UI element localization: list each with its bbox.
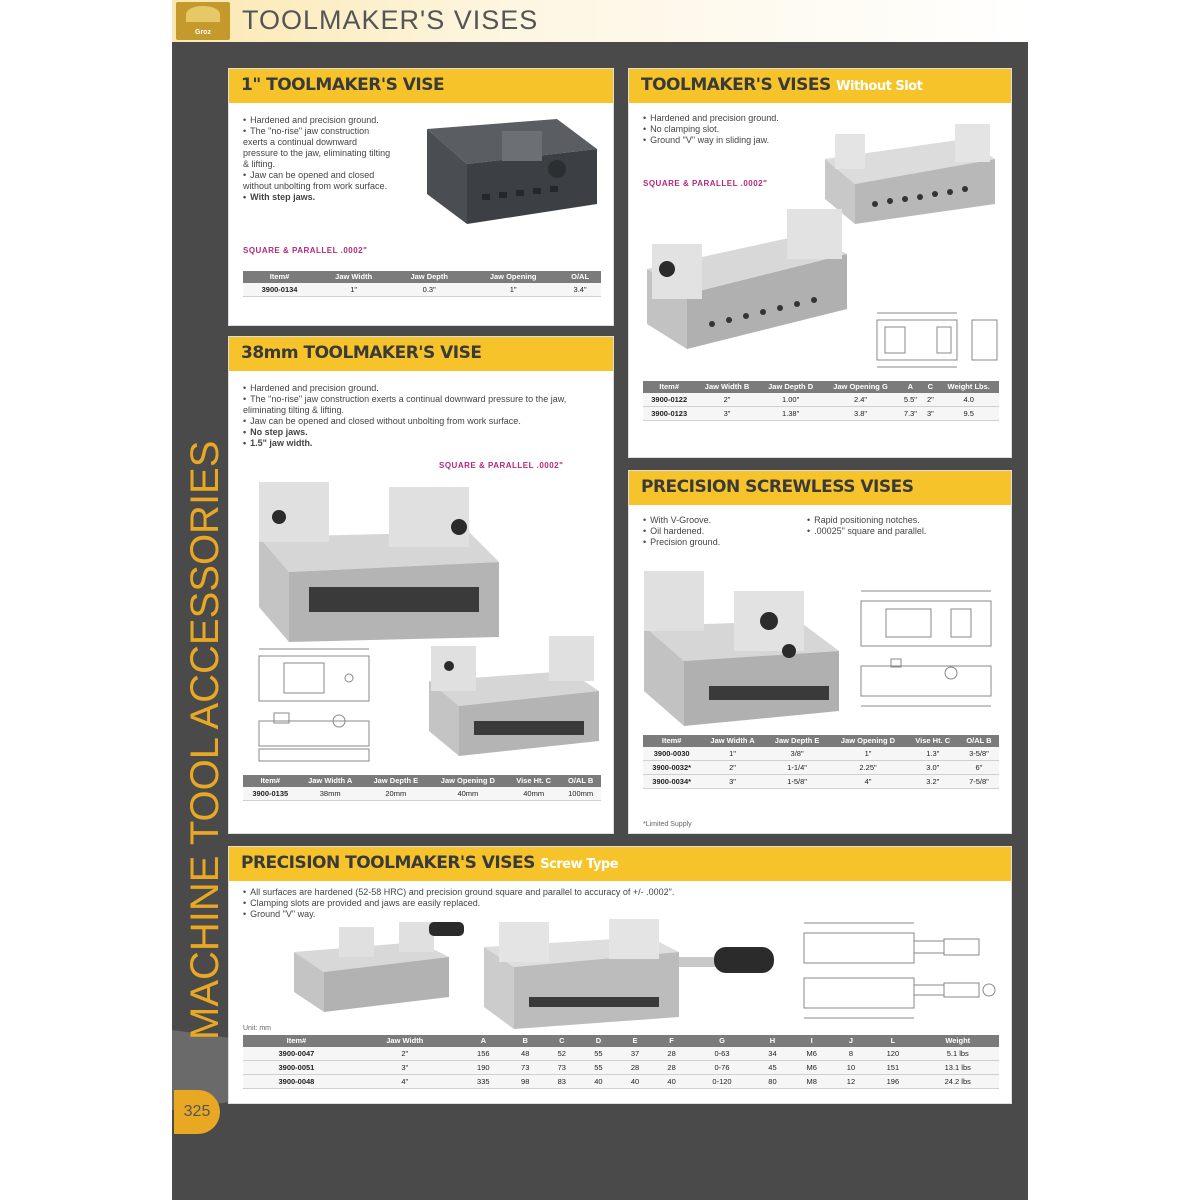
table-cell: 1.38"	[759, 407, 823, 421]
list-item: • Clamping slots are provided and jaws are easily replaced.	[243, 898, 943, 909]
table-row	[243, 283, 601, 297]
table-cell: 196	[869, 1075, 916, 1089]
technical-drawing	[239, 641, 419, 771]
table-cell: 73	[544, 1061, 581, 1075]
table-cell: 2"	[700, 761, 764, 775]
page-header	[172, 0, 1028, 42]
vise-product-image	[639, 561, 849, 731]
footnote: *Limited Supply	[643, 821, 692, 828]
page-title: TOOLMAKER'S VISES	[242, 5, 539, 35]
list-item: • The "no-rise" jaw construction exerts a continual downward pressure to the jaw, eliminating tilting & lifting.	[243, 394, 603, 416]
panel-title: PRECISION SCREWLESS VISES	[641, 477, 914, 497]
table-cell: 40mm	[507, 787, 560, 801]
list-item: • With V-Groove.	[643, 515, 803, 526]
feature-list	[243, 115, 393, 203]
column-header: Item#	[643, 735, 700, 747]
list-item: • Jaw can be opened and closed without unbolting from work surface.	[243, 170, 393, 192]
column-header: A	[898, 381, 922, 393]
table-cell: 5.1 lbs	[917, 1047, 1000, 1061]
table-cell: 28	[653, 1061, 690, 1075]
panel-subtitle: Without Slot	[836, 79, 923, 94]
table-cell: 3900-0051	[243, 1061, 350, 1075]
table-cell: 3"	[695, 407, 758, 421]
column-header: O/AL B	[560, 775, 601, 787]
column-header: H	[754, 1035, 791, 1047]
table-cell: 1-5/8"	[765, 775, 830, 789]
list-item: • No step jaws.	[243, 427, 603, 438]
column-header: O/AL	[559, 271, 601, 283]
vise-product-image	[637, 199, 857, 359]
list-item: • With step jaws.	[243, 192, 393, 203]
list-item: • Ground "V" way.	[243, 909, 943, 920]
list-item: • Rapid positioning notches.	[807, 515, 1007, 526]
column-header: B	[507, 1035, 544, 1047]
table-cell: 45	[754, 1061, 791, 1075]
table-cell: 0.3"	[391, 283, 467, 297]
list-item: • Oil hardened.	[643, 526, 803, 537]
panel-subtitle: Screw Type	[540, 857, 619, 872]
column-header: L	[869, 1035, 916, 1047]
column-header: Item#	[243, 271, 316, 283]
column-header: E	[617, 1035, 654, 1047]
table-cell: 4"	[829, 775, 906, 789]
table-row	[643, 393, 999, 407]
table-cell: 3"	[700, 775, 764, 789]
list-item: • Hardened and precision ground.	[243, 383, 603, 394]
column-header: A	[460, 1035, 507, 1047]
table-cell: 73	[507, 1061, 544, 1075]
table-cell: 151	[869, 1061, 916, 1075]
feature-list	[807, 515, 1007, 537]
table-cell: 2"	[922, 393, 938, 407]
column-header: I	[791, 1035, 833, 1047]
table-cell: 3900-0032*	[643, 761, 700, 775]
table-cell: M6	[791, 1047, 833, 1061]
feature-list	[243, 383, 603, 449]
table-cell: 3900-0134	[243, 283, 316, 297]
table-cell: 3.8"	[823, 407, 899, 421]
table-cell: 1"	[467, 283, 559, 297]
list-item: • Ground "V" way in sliding jaw.	[643, 135, 823, 146]
table-header-row	[643, 735, 999, 747]
table-cell: 24.2 lbs	[917, 1075, 1000, 1089]
column-header: F	[653, 1035, 690, 1047]
table-row	[243, 1061, 999, 1075]
table-cell: 55	[580, 1047, 617, 1061]
table-cell: 3900-0122	[643, 393, 695, 407]
table-row	[243, 787, 601, 801]
table-cell: 9.5	[938, 407, 999, 421]
column-header: Weight Lbs.	[938, 381, 999, 393]
list-item: • Jaw can be opened and closed without unbolting from work surface.	[243, 416, 603, 427]
technical-drawing	[857, 305, 1007, 375]
table-cell: 48	[507, 1047, 544, 1061]
list-item: • No clamping slot.	[643, 124, 823, 135]
table-header-row	[243, 271, 601, 283]
table-cell: 83	[544, 1075, 581, 1089]
table-cell: 40	[580, 1075, 617, 1089]
table-cell: 1"	[829, 747, 906, 761]
vise-product-image	[407, 109, 607, 249]
table-cell: 28	[617, 1061, 654, 1075]
table-cell: 156	[460, 1047, 507, 1061]
panel-title: TOOLMAKER'S VISES Without Slot	[641, 75, 923, 95]
table-cell: 3/8"	[765, 747, 830, 761]
technical-drawing	[789, 913, 1009, 1033]
table-cell: 3900-0034*	[643, 775, 700, 789]
table-cell: 190	[460, 1061, 507, 1075]
catalog-page	[172, 0, 1028, 1200]
table-cell: 8	[833, 1047, 870, 1061]
table-header-row	[243, 1035, 999, 1047]
table-row	[243, 1047, 999, 1061]
table-cell: 13.1 lbs	[917, 1061, 1000, 1075]
table-cell: 1"	[700, 747, 764, 761]
column-header: Jaw Width B	[695, 381, 758, 393]
list-item: • Hardened and precision ground.	[243, 115, 393, 126]
panel-1in-toolmakers-vise	[228, 68, 614, 326]
list-item: • The "no-rise" jaw construction exerts a continual downward pressure to the jaw, eliminating tilting & lifting.	[243, 126, 393, 170]
table-cell: M6	[791, 1061, 833, 1075]
column-header: Jaw Width	[316, 271, 391, 283]
table-cell: 55	[580, 1061, 617, 1075]
table-cell: 3-5/8"	[959, 747, 999, 761]
section-side-title: MACHINE TOOL ACCESSORIES	[183, 440, 227, 1040]
table-row	[643, 747, 999, 761]
table-cell: 4.0	[938, 393, 999, 407]
panel-38mm-toolmakers-vise	[228, 336, 614, 834]
table-row	[243, 1075, 999, 1089]
panel-precision-toolmakers-vises-screw-type	[228, 846, 1012, 1104]
column-header: Item#	[243, 775, 298, 787]
table-cell: 0-76	[690, 1061, 754, 1075]
vise-product-image	[289, 917, 469, 1017]
table-cell: 28	[653, 1047, 690, 1061]
table-cell: 1.3"	[907, 747, 959, 761]
table-cell: 40mm	[429, 787, 507, 801]
table-row	[643, 775, 999, 789]
table-row	[643, 407, 999, 421]
table-cell: 3"	[922, 407, 938, 421]
column-header: Jaw Depth E	[765, 735, 830, 747]
column-header: Vise Ht. C	[507, 775, 560, 787]
table-cell: 3900-0135	[243, 787, 298, 801]
column-header: Jaw Width	[350, 1035, 460, 1047]
table-header-row	[643, 381, 999, 393]
accuracy-note: SQUARE & PARALLEL .0002"	[643, 179, 768, 188]
table-cell: 40	[653, 1075, 690, 1089]
column-header: C	[922, 381, 938, 393]
table-cell: 80	[754, 1075, 791, 1089]
column-header: D	[580, 1035, 617, 1047]
column-header: Jaw Width A	[700, 735, 764, 747]
panel-toolmakers-vises-without-slot	[628, 68, 1012, 458]
table-cell: 20mm	[363, 787, 429, 801]
vise-product-image	[249, 477, 519, 647]
column-header: Jaw Width A	[298, 775, 363, 787]
panel-title: 1" TOOLMAKER'S VISE	[241, 75, 445, 95]
table-cell: 52	[544, 1047, 581, 1061]
spec-table	[643, 735, 999, 789]
table-cell: 2"	[695, 393, 758, 407]
accuracy-note: SQUARE & PARALLEL .0002"	[439, 461, 564, 470]
table-cell: 4"	[350, 1075, 460, 1089]
column-header: Item#	[243, 1035, 350, 1047]
table-cell: 40	[617, 1075, 654, 1089]
spec-table	[643, 381, 999, 421]
column-header: Jaw Opening G	[823, 381, 899, 393]
table-cell: 12	[833, 1075, 870, 1089]
table-cell: 2.4"	[823, 393, 899, 407]
panel-title: PRECISION TOOLMAKER'S VISES Screw Type	[241, 853, 619, 873]
column-header: C	[544, 1035, 581, 1047]
table-cell: 2"	[350, 1047, 460, 1061]
table-cell: 3.0"	[907, 761, 959, 775]
table-cell: 5.5"	[898, 393, 922, 407]
accuracy-note: SQUARE & PARALLEL .0002"	[243, 246, 368, 255]
list-item: • .00025" square and parallel.	[807, 526, 1007, 537]
table-cell: 1"	[316, 283, 391, 297]
table-header-row	[243, 775, 601, 787]
column-header: Item#	[643, 381, 695, 393]
table-cell: 3900-0030	[643, 747, 700, 761]
column-header: Jaw Depth	[391, 271, 467, 283]
table-cell: 3.2"	[907, 775, 959, 789]
panel-precision-screwless-vises	[628, 470, 1012, 834]
spec-table	[243, 775, 601, 801]
column-header: Vise Ht. C	[907, 735, 959, 747]
vise-product-image	[419, 631, 609, 761]
table-cell: 335	[460, 1075, 507, 1089]
column-header: G	[690, 1035, 754, 1047]
table-cell: 34	[754, 1047, 791, 1061]
table-cell: 6"	[959, 761, 999, 775]
column-header: Jaw Opening D	[429, 775, 507, 787]
table-cell: 3900-0048	[243, 1075, 350, 1089]
vise-product-image	[479, 917, 779, 1032]
table-cell: 3"	[350, 1061, 460, 1075]
column-header: Jaw Opening	[467, 271, 559, 283]
brand-logo: Groz	[176, 2, 230, 40]
column-header: Weight	[917, 1035, 1000, 1047]
technical-drawing	[851, 581, 1006, 721]
column-header: Jaw Depth D	[759, 381, 823, 393]
table-cell: 100mm	[560, 787, 601, 801]
list-item: • Hardened and precision ground.	[643, 113, 823, 124]
column-header: J	[833, 1035, 870, 1047]
table-row	[643, 761, 999, 775]
table-cell: 10	[833, 1061, 870, 1075]
list-item: • All surfaces are hardened (52-58 HRC) and precision ground square and parallel to accuracy of +/- .0002".	[243, 887, 943, 898]
feature-list	[643, 113, 823, 146]
column-header: Jaw Depth E	[363, 775, 429, 787]
table-cell: 0-63	[690, 1047, 754, 1061]
panel-title: 38mm TOOLMAKER'S VISE	[241, 343, 482, 363]
column-header: O/AL B	[959, 735, 999, 747]
column-header: Jaw Opening D	[829, 735, 906, 747]
table-cell: 1.00"	[759, 393, 823, 407]
spec-table	[243, 1035, 999, 1089]
table-cell: 98	[507, 1075, 544, 1089]
table-cell: M8	[791, 1075, 833, 1089]
spec-table	[243, 271, 601, 297]
table-cell: 37	[617, 1047, 654, 1061]
table-cell: 7-5/8"	[959, 775, 999, 789]
list-item: • Precision ground.	[643, 537, 803, 548]
table-cell: 120	[869, 1047, 916, 1061]
table-cell: 1-1/4"	[765, 761, 830, 775]
table-cell: 7.3"	[898, 407, 922, 421]
page-number: 325	[174, 1090, 220, 1134]
table-cell: 38mm	[298, 787, 363, 801]
table-cell: 3900-0123	[643, 407, 695, 421]
feature-list	[643, 515, 803, 548]
units-label: Unit: mm	[243, 1025, 271, 1032]
table-cell: 0-120	[690, 1075, 754, 1089]
table-cell: 2.25"	[829, 761, 906, 775]
table-cell: 3.4"	[559, 283, 601, 297]
list-item: • 1.5" jaw width.	[243, 438, 603, 449]
table-cell: 3900-0047	[243, 1047, 350, 1061]
